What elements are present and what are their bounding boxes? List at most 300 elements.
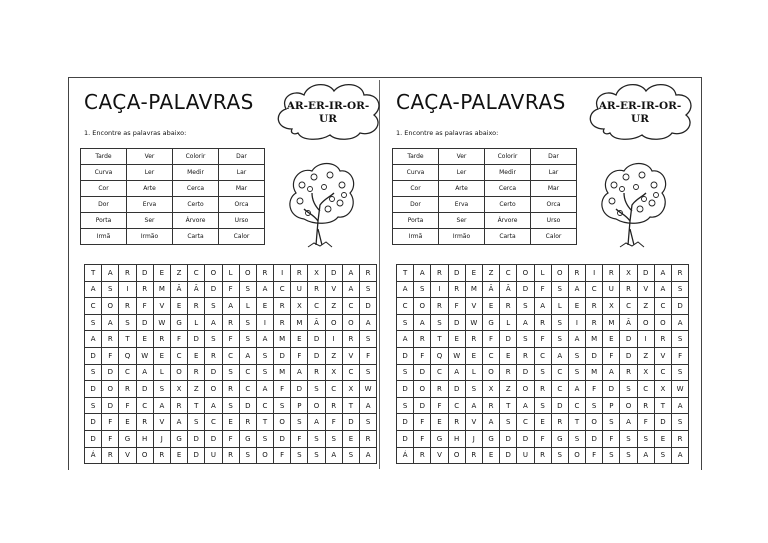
grid-cell[interactable]: R [620,282,637,299]
grid-cell[interactable]: R [102,448,119,465]
grid-cell[interactable]: G [431,431,448,448]
grid-cell[interactable]: G [483,315,500,332]
grid-cell[interactable]: R [171,398,188,415]
grid-cell[interactable]: X [638,365,655,382]
grid-cell[interactable]: R [274,315,291,332]
grid-cell[interactable]: F [603,348,620,365]
grid-cell[interactable]: O [205,381,222,398]
grid-cell[interactable]: C [638,381,655,398]
grid-cell[interactable]: E [466,265,483,282]
grid-cell[interactable]: L [223,265,240,282]
grid-cell[interactable]: I [638,331,655,348]
grid-cell[interactable]: S [466,381,483,398]
grid-cell[interactable]: V [655,348,672,365]
grid-cell[interactable]: R [240,414,257,431]
grid-cell[interactable]: R [223,381,240,398]
grid-cell[interactable]: C [257,398,274,415]
grid-cell[interactable]: I [257,315,274,332]
grid-cell[interactable]: O [308,398,325,415]
grid-cell[interactable]: A [291,365,308,382]
grid-cell[interactable]: C [274,282,291,299]
grid-cell[interactable]: R [257,265,274,282]
grid-cell[interactable]: A [102,315,119,332]
grid-cell[interactable]: O [552,265,569,282]
grid-cell[interactable]: R [188,365,205,382]
grid-cell[interactable]: C [171,348,188,365]
grid-cell[interactable]: D [397,381,414,398]
grid-cell[interactable]: C [500,265,517,282]
grid-cell[interactable]: U [205,448,222,465]
grid-cell[interactable]: D [500,448,517,465]
grid-cell[interactable]: A [240,348,257,365]
grid-cell[interactable]: S [240,331,257,348]
grid-cell[interactable]: C [119,365,136,382]
grid-cell[interactable]: W [154,315,171,332]
grid-cell[interactable]: F [483,331,500,348]
grid-cell[interactable]: D [620,348,637,365]
grid-cell[interactable]: R [291,265,308,282]
grid-cell[interactable]: D [205,282,222,299]
grid-cell[interactable]: R [535,381,552,398]
grid-cell[interactable]: E [603,331,620,348]
grid-cell[interactable]: T [569,414,586,431]
grid-cell[interactable]: C [240,381,257,398]
grid-cell[interactable]: F [638,414,655,431]
grid-cell[interactable]: S [240,282,257,299]
grid-cell[interactable]: S [360,331,377,348]
grid-cell[interactable]: F [274,381,291,398]
grid-cell[interactable]: S [569,431,586,448]
grid-cell[interactable]: L [535,265,552,282]
grid-cell[interactable]: S [205,331,222,348]
grid-cell[interactable]: I [586,265,603,282]
grid-cell[interactable]: C [655,365,672,382]
grid-cell[interactable]: R [466,331,483,348]
grid-cell[interactable]: M [291,315,308,332]
grid-cell[interactable]: A [343,282,360,299]
grid-cell[interactable]: R [414,331,431,348]
grid-cell[interactable]: E [535,414,552,431]
grid-cell[interactable]: S [223,365,240,382]
grid-cell[interactable]: D [85,381,102,398]
grid-cell[interactable]: E [137,331,154,348]
grid-cell[interactable]: D [586,431,603,448]
grid-cell[interactable]: S [414,282,431,299]
grid-cell[interactable]: D [655,414,672,431]
grid-cell[interactable]: E [569,298,586,315]
grid-cell[interactable]: G [483,431,500,448]
grid-cell[interactable]: S [85,315,102,332]
grid-cell[interactable]: O [449,448,466,465]
grid-cell[interactable]: D [552,398,569,415]
grid-cell[interactable]: X [620,265,637,282]
grid-cell[interactable]: D [274,348,291,365]
grid-cell[interactable]: W [672,381,689,398]
grid-cell[interactable]: D [137,381,154,398]
grid-cell[interactable]: P [291,398,308,415]
grid-cell[interactable]: V [638,282,655,299]
grid-cell[interactable]: R [431,298,448,315]
grid-cell[interactable]: R [414,448,431,465]
grid-cell[interactable]: S [343,448,360,465]
grid-cell[interactable]: C [552,381,569,398]
grid-cell[interactable]: L [188,315,205,332]
grid-cell[interactable]: D [414,365,431,382]
grid-cell[interactable]: S [102,282,119,299]
grid-cell[interactable]: C [535,348,552,365]
grid-cell[interactable]: F [414,414,431,431]
grid-cell[interactable]: H [137,431,154,448]
grid-cell[interactable]: A [655,265,672,282]
grid-cell[interactable]: O [586,414,603,431]
grid-cell[interactable]: C [223,348,240,365]
grid-cell[interactable]: J [154,431,171,448]
grid-cell[interactable]: S [638,431,655,448]
grid-cell[interactable]: D [343,414,360,431]
grid-cell[interactable]: R [119,265,136,282]
grid-cell[interactable]: F [223,331,240,348]
grid-cell[interactable]: D [500,331,517,348]
grid-cell[interactable]: D [274,431,291,448]
grid-cell[interactable]: E [119,414,136,431]
grid-cell[interactable]: U [603,282,620,299]
grid-cell[interactable]: V [154,414,171,431]
grid-cell[interactable]: D [586,348,603,365]
grid-cell[interactable]: S [308,381,325,398]
grid-cell[interactable]: D [137,265,154,282]
grid-cell[interactable]: S [85,365,102,382]
grid-cell[interactable]: D [517,282,534,299]
grid-cell[interactable]: R [586,298,603,315]
grid-cell[interactable]: R [535,315,552,332]
grid-cell[interactable]: R [223,448,240,465]
grid-cell[interactable]: S [620,448,637,465]
grid-cell[interactable]: O [257,448,274,465]
grid-cell[interactable]: F [535,431,552,448]
grid-cell[interactable]: S [274,398,291,415]
grid-cell[interactable]: S [240,448,257,465]
grid-cell[interactable]: R [308,365,325,382]
grid-cell[interactable]: E [449,331,466,348]
grid-cell[interactable]: I [119,282,136,299]
grid-cell[interactable]: E [343,431,360,448]
grid-cell[interactable]: G [552,431,569,448]
grid-cell[interactable]: W [449,348,466,365]
grid-cell[interactable]: A [483,414,500,431]
grid-cell[interactable]: E [154,265,171,282]
grid-cell[interactable]: D [205,431,222,448]
grid-cell[interactable]: A [517,315,534,332]
grid-cell[interactable]: F [414,348,431,365]
grid-cell[interactable]: E [223,414,240,431]
grid-cell[interactable]: S [257,365,274,382]
grid-cell[interactable]: H [449,431,466,448]
grid-cell[interactable]: L [500,315,517,332]
grid-cell[interactable]: X [343,381,360,398]
grid-cell[interactable]: F [535,331,552,348]
grid-cell[interactable]: J [466,431,483,448]
grid-cell[interactable]: R [483,398,500,415]
grid-cell[interactable]: E [257,298,274,315]
grid-cell[interactable]: C [431,365,448,382]
grid-cell[interactable]: A [535,298,552,315]
grid-cell[interactable]: A [397,282,414,299]
grid-cell[interactable]: Z [638,298,655,315]
grid-cell[interactable]: D [449,381,466,398]
grid-cell[interactable]: A [205,315,222,332]
grid-cell[interactable]: A [257,282,274,299]
grid-cell[interactable]: W [137,348,154,365]
grid-cell[interactable]: O [343,315,360,332]
grid-cell[interactable]: O [517,381,534,398]
grid-cell[interactable]: S [240,315,257,332]
grid-cell[interactable]: Z [326,348,343,365]
grid-cell[interactable]: R [517,348,534,365]
grid-cell[interactable]: W [466,315,483,332]
grid-cell[interactable]: D [414,398,431,415]
grid-cell[interactable]: S [188,414,205,431]
grid-cell[interactable]: F [102,414,119,431]
grid-cell[interactable]: F [672,348,689,365]
grid-cell[interactable]: D [449,265,466,282]
grid-cell[interactable]: A [466,398,483,415]
grid-cell[interactable]: F [586,381,603,398]
grid-cell[interactable]: A [655,282,672,299]
grid-cell[interactable]: S [308,431,325,448]
grid-cell[interactable]: S [360,282,377,299]
grid-cell[interactable]: L [466,365,483,382]
grid-cell[interactable]: A [326,448,343,465]
grid-cell[interactable]: X [655,381,672,398]
grid-cell[interactable]: A [360,448,377,465]
grid-cell[interactable]: R [154,448,171,465]
grid-cell[interactable]: R [449,282,466,299]
grid-cell[interactable]: C [552,365,569,382]
grid-cell[interactable]: Ã [188,282,205,299]
grid-cell[interactable]: A [257,381,274,398]
grid-cell[interactable]: S [119,315,136,332]
grid-cell[interactable]: U [291,282,308,299]
grid-cell[interactable]: A [569,331,586,348]
grid-cell[interactable]: F [102,348,119,365]
grid-cell[interactable]: R [360,431,377,448]
grid-cell[interactable]: R [343,331,360,348]
grid-cell[interactable]: X [326,365,343,382]
grid-cell[interactable]: O [414,381,431,398]
grid-cell[interactable]: S [552,331,569,348]
grid-cell[interactable]: T [257,414,274,431]
grid-cell[interactable]: M [154,282,171,299]
grid-cell[interactable]: X [603,298,620,315]
grid-cell[interactable]: R [154,331,171,348]
grid-cell[interactable]: A [154,398,171,415]
grid-cell[interactable]: R [431,381,448,398]
grid-cell[interactable]: O [205,265,222,282]
grid-cell[interactable]: R [137,282,154,299]
grid-cell[interactable]: D [291,381,308,398]
grid-cell[interactable]: R [586,315,603,332]
grid-cell[interactable]: A [638,448,655,465]
grid-cell[interactable]: R [119,381,136,398]
grid-cell[interactable]: V [326,282,343,299]
grid-cell[interactable]: S [431,315,448,332]
grid-cell[interactable]: F [137,298,154,315]
grid-cell[interactable]: S [569,348,586,365]
grid-cell[interactable]: O [274,414,291,431]
grid-cell[interactable]: D [603,381,620,398]
grid-cell[interactable]: W [360,381,377,398]
grid-cell[interactable]: S [360,414,377,431]
grid-cell[interactable]: Z [500,381,517,398]
grid-cell[interactable]: D [672,298,689,315]
grid-cell[interactable]: C [655,298,672,315]
grid-cell[interactable]: O [620,398,637,415]
grid-cell[interactable]: R [449,414,466,431]
grid-cell[interactable]: Z [326,298,343,315]
grid-cell[interactable]: A [603,365,620,382]
grid-cell[interactable]: E [431,414,448,431]
grid-cell[interactable]: D [326,265,343,282]
grid-cell[interactable]: F [102,431,119,448]
grid-cell[interactable]: S [620,381,637,398]
grid-cell[interactable]: D [188,448,205,465]
grid-cell[interactable]: D [517,365,534,382]
grid-cell[interactable]: D [360,298,377,315]
grid-cell[interactable]: T [85,265,102,282]
grid-cell[interactable]: M [274,331,291,348]
grid-cell[interactable]: O [414,298,431,315]
grid-cell[interactable]: A [85,331,102,348]
grid-cell[interactable]: S [586,398,603,415]
grid-cell[interactable]: O [137,448,154,465]
grid-cell[interactable]: O [638,315,655,332]
grid-cell[interactable]: D [638,265,655,282]
grid-cell[interactable]: C [586,282,603,299]
grid-cell[interactable]: R [638,398,655,415]
grid-cell[interactable]: V [431,448,448,465]
grid-cell[interactable]: E [291,331,308,348]
grid-cell[interactable]: G [171,315,188,332]
grid-cell[interactable]: U [517,448,534,465]
grid-cell[interactable]: A [672,315,689,332]
grid-cell[interactable]: S [620,431,637,448]
grid-cell[interactable]: A [672,448,689,465]
grid-cell[interactable]: S [397,365,414,382]
grid-cell[interactable]: S [291,414,308,431]
grid-cell[interactable]: T [188,398,205,415]
grid-cell[interactable]: T [397,265,414,282]
grid-cell[interactable]: R [274,298,291,315]
grid-cell[interactable]: S [326,431,343,448]
grid-cell[interactable]: R [188,298,205,315]
grid-cell[interactable]: D [397,431,414,448]
grid-cell[interactable]: S [85,398,102,415]
grid-cell[interactable]: O [240,265,257,282]
grid-cell[interactable]: A [552,348,569,365]
grid-cell[interactable]: D [188,331,205,348]
grid-cell[interactable]: Q [431,348,448,365]
grid-cell[interactable]: T [431,331,448,348]
grid-cell[interactable]: O [655,315,672,332]
grid-cell[interactable]: M [603,315,620,332]
grid-cell[interactable]: C [343,298,360,315]
grid-cell[interactable]: V [154,298,171,315]
grid-cell[interactable]: D [449,315,466,332]
grid-cell[interactable]: C [620,298,637,315]
grid-cell[interactable]: O [102,381,119,398]
grid-cell[interactable]: R [205,348,222,365]
grid-cell[interactable]: A [449,365,466,382]
grid-cell[interactable]: A [205,398,222,415]
grid-cell[interactable]: Ã [483,282,500,299]
grid-cell[interactable]: O [569,448,586,465]
grid-cell[interactable]: M [274,365,291,382]
grid-cell[interactable]: R [223,315,240,332]
grid-cell[interactable]: S [552,282,569,299]
grid-cell[interactable]: Ã [620,315,637,332]
grid-cell[interactable]: O [326,315,343,332]
grid-cell[interactable]: A [569,282,586,299]
grid-cell[interactable]: C [205,414,222,431]
grid-cell[interactable]: D [137,315,154,332]
grid-cell[interactable]: A [517,398,534,415]
grid-cell[interactable]: M [586,365,603,382]
grid-cell[interactable]: C [85,298,102,315]
grid-cell[interactable]: Ã [171,282,188,299]
grid-cell[interactable]: D [85,414,102,431]
grid-cell[interactable]: D [517,431,534,448]
grid-cell[interactable]: C [517,414,534,431]
grid-cell[interactable]: D [308,348,325,365]
grid-cell[interactable]: T [500,398,517,415]
grid-cell[interactable]: F [223,282,240,299]
grid-cell[interactable]: S [535,365,552,382]
grid-cell[interactable]: L [552,298,569,315]
grid-cell[interactable]: D [397,348,414,365]
grid-cell[interactable]: A [223,298,240,315]
grid-cell[interactable]: S [655,448,672,465]
grid-cell[interactable]: Ã [500,282,517,299]
grid-cell[interactable]: D [308,331,325,348]
grid-cell[interactable]: C [308,298,325,315]
grid-cell[interactable]: C [569,398,586,415]
grid-cell[interactable]: R [672,431,689,448]
grid-cell[interactable]: A [414,315,431,332]
grid-cell[interactable]: R [603,265,620,282]
grid-cell[interactable]: C [449,398,466,415]
grid-cell[interactable]: E [500,348,517,365]
grid-cell[interactable]: Á [85,448,102,465]
grid-cell[interactable]: I [569,315,586,332]
grid-cell[interactable]: A [414,265,431,282]
grid-cell[interactable]: E [466,348,483,365]
grid-cell[interactable]: F [291,431,308,448]
grid-cell[interactable]: X [308,265,325,282]
grid-cell[interactable]: S [500,414,517,431]
grid-cell[interactable]: T [119,331,136,348]
grid-cell[interactable]: R [102,331,119,348]
grid-cell[interactable]: S [569,365,586,382]
grid-cell[interactable]: E [171,448,188,465]
grid-cell[interactable]: Á [397,448,414,465]
grid-cell[interactable]: S [223,398,240,415]
grid-cell[interactable]: F [274,448,291,465]
grid-cell[interactable]: F [291,348,308,365]
grid-cell[interactable]: S [257,431,274,448]
grid-cell[interactable]: S [397,398,414,415]
grid-cell[interactable]: V [466,298,483,315]
grid-cell[interactable]: F [326,414,343,431]
